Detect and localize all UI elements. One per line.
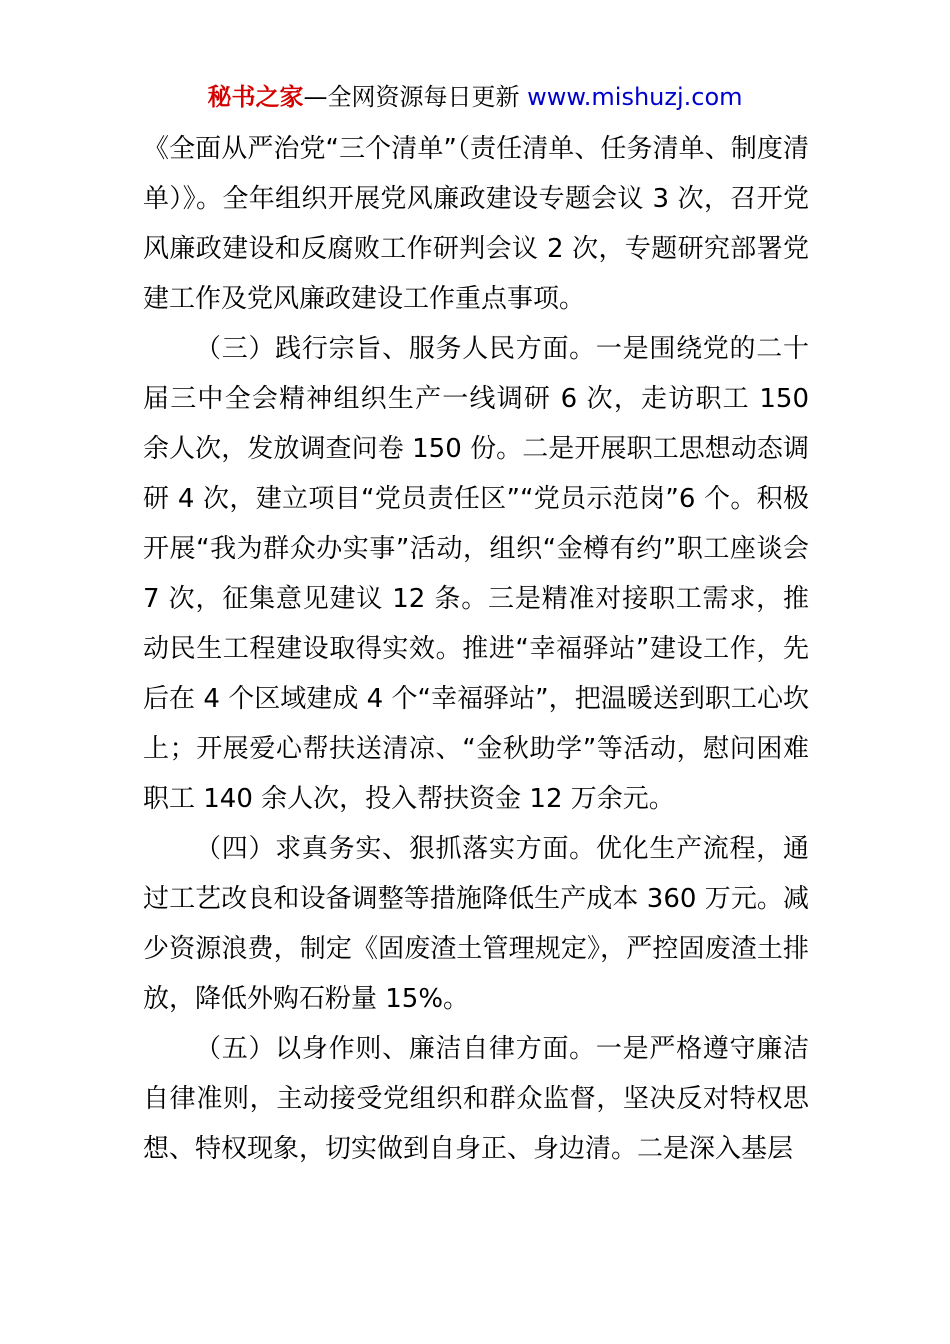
paragraph-section-three: （三）践行宗旨、服务人民方面。一是围绕党的二十届三中全会精神组织生产一线调研 6 次，走访职工 150 余人次，发放调查问卷 150 份。二是开展职工思想动态调研 4 次，建立项目“党员责任区”“党员示范岗”6 个。积极开展“我为群众办实事”活动，组织“金樽有约”职工座谈会 7 次，征集意见建议 12 条。三是精准对接职工需求，推动民生工程建设取得实效。推进“幸福驿站”建设工作，先后在 4 个区域建成 4 个“幸福驿站”，把温暖送到职工心坎上；开展爱心帮扶送清凉、“金秋助学”等活动，慰问困难职工 140 余人次，投入帮扶资金 12 万余元。 bbox=[143, 334, 809, 814]
paragraph-continuation: 《全面从严治党“三个清单”（责任清单、任务清单、制度清单）》。全年组织开展党风廉政建设专题会议 3 次，召开党风廉政建设和反腐败工作研判会议 2 次，专题研究部署党建工作及党风廉政建设工作重点事项。 bbox=[143, 134, 809, 314]
header-slogan: —全网资源每日更新 bbox=[303, 83, 520, 111]
page-header bbox=[0, 80, 950, 114]
site-url-link[interactable]: www.mishuzj.com bbox=[527, 83, 743, 111]
paragraph-section-five: （五）以身作则、廉洁自律方面。一是严格遵守廉洁自律准则，主动接受党组织和群众监督，坚决反对特权思想、特权现象，切实做到自身正、身边清。二是深入基层 bbox=[143, 1034, 809, 1164]
paragraph-section-four: （四）求真务实、狠抓落实方面。优化生产流程，通过工艺改良和设备调整等措施降低生产成本 360 万元。减少资源浪费，制定《固废渣土管理规定》，严控固废渣土排放，降低外购石粉量 15%。 bbox=[143, 834, 809, 1014]
document-body bbox=[143, 124, 809, 1174]
brand-name: 秘书之家 bbox=[207, 83, 304, 111]
